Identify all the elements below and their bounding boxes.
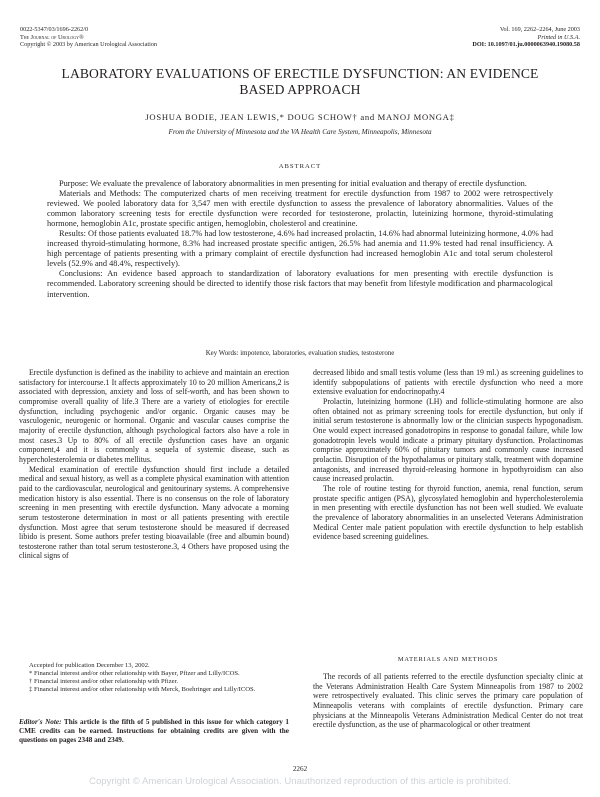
journal-header-left: [20, 26, 157, 49]
body-paragraph: Erectile dysfunction is defined as the inability to achieve and maintain an erection satisfactory for intercourse.1 It affects approximately 10 to 20 million Americans,2 is associated with depression, anxiety and loss of self-worth, and has been shown to compromise overall quality of life.3 There are a variety of etiologies for erectile dysfunction, including psychogenic and/or organic. Organic causes may be vasculogenic, neurogenic or hormonal. Organic and vascular causes comprise the majority of erectile dysfunction, although psychological factors also have a role in most cases.3 Up to 80% of all erectile dysfunction cases have an organic component,4 and it is commonly a sequela of systemic disease, such as hypercholesterolemia or diabetes mellitus.: [19, 368, 289, 464]
footnotes: [19, 662, 289, 694]
footnote: ‡ Financial interest and/or other relationship with Merck, Boehringer and Lilly/ICOS.: [29, 686, 256, 694]
body-paragraph: The role of routine testing for thyroid function, anemia, renal function, serum prostate specific antigen (PSA), glycosylated hemoglobin and hypercholesterolemia in men presenting with erectile dysfunction has not been well studied. We evaluate the prevalence of laboratory abnormalities in an unselected Veterans Administration Medical Center male patient population with erectile dysfunction to help establish evidence based screening guidelines.: [313, 483, 583, 542]
accepted-note: Accepted for publication December 13, 2002.: [29, 662, 150, 669]
article-title: LABORATORY EVALUATIONS OF ERECTILE DYSFUNCTION: AN EVIDENCE BASED APPROACH: [61, 66, 539, 97]
journal-name: The Journal of Urology®: [20, 33, 84, 41]
abstract-conclusions: Conclusions: An evidence based approach to standardization of laboratory evaluations for men presenting with erectile dysfunction is recommended. Laboratory screening should be directed to identify those risk factors that may benefit from lifestyle modification and pharmacological intervention.: [47, 269, 553, 299]
abstract-heading: ABSTRACT: [278, 163, 322, 170]
methods-column: [313, 672, 583, 730]
body-paragraph: The records of all patients referred to the erectile dysfunction specialty clinic at the Veterans Administration Health Care System Minneapolis from 1987 to 2002 were retrospectively evaluated. This clinic serves the primary care population of Minneapolis veterans with complaints of erectile dysfunction. Primary care physicians at the Minneapolis Veterans Administration Medical Center do not treat erectile dysfunction, as the use of pharmacological or other treatment: [313, 672, 583, 730]
journal-header-right: [472, 26, 580, 49]
footnote: † Financial interest and/or other relationship with Pfizer.: [29, 678, 179, 686]
abstract-results: Results: Of those patients evaluated 18.7% had low testosterone, 4.6% had increased prolactin, 14.6% had abnormal luteinizing hormone, 4.0% had increased thyroid-stimulating hormone, 8.3% had increased prostate specific antigen, 26.5% had anemia and 11.9% tested had renal insufficiency. A high percentage of patients presenting with a primary complaint of erectile dysfunction had increased hemoglobin A1c and total serum cholesterol levels (52.9% and 48.4%, respectively).: [47, 229, 553, 269]
issn-line: 0022-5347/03/1696-2262/0: [20, 26, 89, 33]
abstract-methods: Materials and Methods: The computerized charts of men receiving treatment for erectile dysfunction from 1987 to 2002 were retrospectively reviewed. We pooled laboratory data for 3,547 men with erectile dysfunction to assess the prevalence of laboratory abnormalities. Values of the common laboratory screening tests for erectile dysfunction were recorded for testosterone, prolactin, luteinizing hormone, thyroid-stimulating hormone, hemoglobin A1c, prostate specific antigen, hemoglobin, cholesterol and creatinine.: [47, 189, 553, 229]
abstract: [47, 179, 553, 300]
keywords: Key Words: impotence, laboratories, evaluation studies, testosterone: [205, 350, 395, 357]
body-paragraph: Prolactin, luteinizing hormone (LH) and follicle-stimulating hormone are also often obtained not as primary screening tools for erectile dysfunction, but only if initial serum testosterone is abnormally low or the clinician suspects hypogonadism. One would expect increased gonadotropins in response to gonadal failure, while low gonadotropin levels would indicate a primary pituitary dysfunction. Prolactinomas comprise approximately 60% of pituitary tumors and commonly cause increased prolactin. Disruption of the hypothalamus or pituitary stalk, treatment with dopamine antagonists, and increased thyroid-releasing hormone in hypothyroidism can also cause increased prolactin.: [313, 396, 583, 484]
body-paragraph: decreased libido and small testis volume (less than 19 ml.) as screening guidelines to identify subpopulations of patients with erectile dysfunction who need a more extensive evaluation for endocrinopathy.4: [313, 368, 583, 397]
body-paragraph: Medical examination of erectile dysfunction should first include a detailed medical and sexual history, as well as a complete physical examination with attention paid to the cardiovascular, neurological and genitourinary systems. A comprehensive medication history is also essential. There is no consensus on the role of laboratory screening in men presenting with erectile dysfunction. Many advocate a morning serum testosterone determination in most or all patients presenting with erectile dysfunction. Most agree that serum testosterone should be measured if decreased libido is present. Some authors prefer testing bioavailable (free and albumin bound) testosterone rather than total serum testosterone.3, 4 Others have proposed using the clinical signs of: [19, 464, 289, 561]
section-heading: MATERIALS AND METHODS: [397, 656, 499, 663]
editors-note-text: This article is the fifth of 5 published in this issue for which category 1 CME credits can be earned. Instructions for obtaining credits are given with the questions on pages 2348 and 2349.: [19, 718, 290, 745]
body-column-left: [19, 368, 289, 561]
volume-line: Vol. 169, 2262–2264, June 2003: [499, 26, 580, 33]
printed-line: Printed in U.S.A.: [537, 33, 580, 41]
authors: JOSHUA BODIE, JEAN LEWIS,* DOUG SCHOW† and MANOJ MONGA‡: [145, 112, 455, 122]
doi-line: DOI: 10.1097/01.ju.0000063940.19080.58: [472, 41, 580, 49]
editors-note-label: Editor's Note:: [19, 718, 62, 726]
editors-note: [19, 718, 289, 746]
copyright-watermark: Copyright © American Urological Association. Unauthorized reproduction of this article is prohibited.: [89, 776, 511, 787]
page-number: 2262: [292, 765, 308, 773]
affiliation: From the University of Minnesota and the VA Health Care System, Minneapolis, Minnesota: [168, 128, 432, 136]
abstract-purpose: Purpose: We evaluate the prevalence of laboratory abnormalities in men presenting for initial evaluation and therapy of erectile dysfunction.: [59, 179, 527, 188]
body-column-right: [313, 368, 583, 542]
copyright-line: Copyright © 2003 by American Urological Association: [20, 41, 158, 49]
footnote: * Financial interest and/or other relationship with Bayer, Pfizer and Lilly/ICOS.: [29, 670, 240, 678]
